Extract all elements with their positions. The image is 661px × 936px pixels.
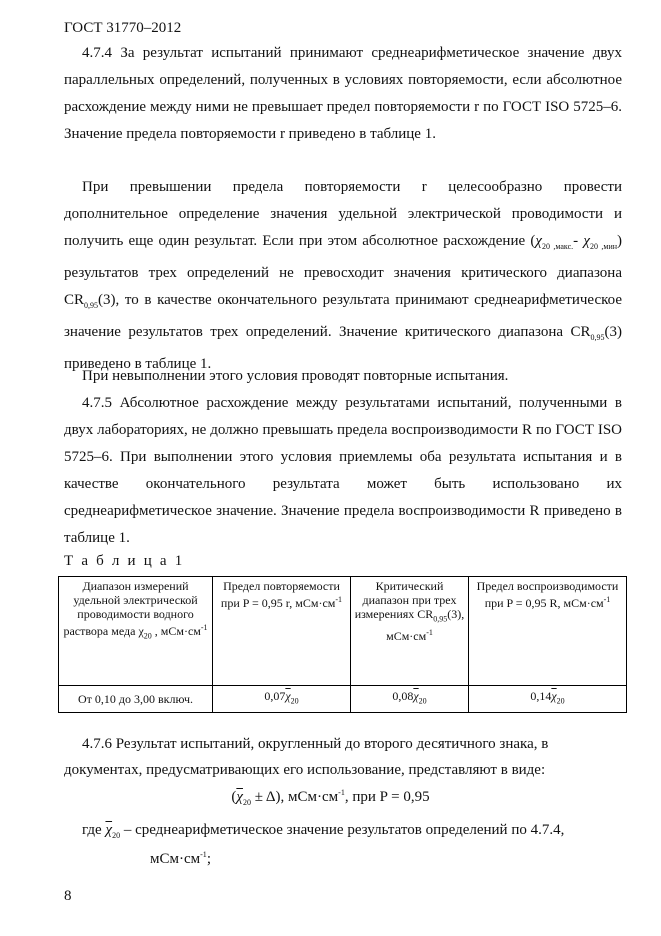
table-row — [59, 686, 627, 713]
cell-reproducibility: $0,14\overline{\chi}_{20}$ — [469, 686, 627, 713]
page-number: 8 — [64, 888, 72, 904]
header-critical-range: Критический диапазон при трех измерениях $CR_{0,95}(3)$, $мСм\cdot см^{-1}$ — [351, 577, 469, 686]
cell-range: От 0,10 до 3,00 включ. — [59, 686, 213, 713]
chi-symbol: χ — [583, 233, 590, 249]
header-reproducibility-limit: Предел воспроизводимости при P = 0,95 R, $мСм\cdot см^{-1}$ — [469, 577, 627, 686]
section-4-7-4: 4.7.4 За результат испытаний принимают среднеарифметическое значение двух параллельных определений, полученных в условиях повторяемости, если абсолютное расхождение между ними не превышает предел повторяемости r по ГОСТ ISO 5725–6. Значение предела повторяемости r приведено в таблице 1. — [64, 45, 622, 142]
header-repeatability-limit: Предел повторяемости при P = 0,95 r, $мСм\cdot см^{-1}$ — [213, 577, 351, 686]
result-formula: $(\overline{\chi}_{20} \pm \Delta)$, $мСм\cdot см^{-1}$, при P = 0,95 — [231, 788, 430, 807]
section-4-7-5: 4.7.5 Абсолютное расхождение между результатами испытаний, полученными в двух лабораториях, не должно превышать предела воспроизводимости R по ГОСТ ISO 5725–6. При выполнении этого условия приемлемы оба результата испытания и в качестве окончательного результата может быть использовано их среднеарифметическое значение. Значение предела воспроизводимости R приведено в таблице 1. — [64, 395, 622, 546]
header-measurement-range: Диапазон измерений удельной электрической проводимости водного раствора меда $\chi_{20}$ , $мСм\cdot см^{-1}$ — [59, 577, 213, 686]
table-caption: Т а б л и ц а 1 — [64, 553, 185, 569]
section-4-7-6-line-1: 4.7.6 Результат испытаний, округленный до второго десятичного знака, в — [82, 736, 549, 752]
table-header-row — [59, 577, 627, 686]
formula-explanation: где $\overline{\chi}_{20}$ – среднеарифметическое значение результатов определений по 4.7.4, — [82, 822, 565, 840]
document-code-header: ГОСТ 31770–2012 — [64, 20, 182, 36]
cell-critical-range: $0,08\overline{\chi}_{20}$ — [351, 686, 469, 713]
cell-repeatability: $0,07\overline{\chi}_{20}$ — [213, 686, 351, 713]
section-4-7-6-line-2: документах, предусматривающих его использование, представляют в виде: — [64, 762, 546, 778]
paragraph-repeatability-exceeded: При превышении предела повторяемости r целесообразно провести дополнительное определение значения удельной электрической проводимости и получить еще один результат. Если при этом абсолютное расхождение ($\chi_{20 ,макс.}-$ $\chi_{20 ,мин}$) результатов трех определений не превосходит значения критического диапазона $CR_{0,95}(3)$, то в качестве окончательного результата принимают среднеарифметическое значение результатов трех определений. Значение критического диапазона $CR_{0,95}(3)$ приведено в таблице 1. — [64, 179, 623, 372]
paragraph-repeat-tests: При невыполнении этого условия проводят повторные испытания. — [82, 368, 509, 384]
chi-symbol: χ — [535, 233, 542, 249]
table-1 — [58, 576, 627, 713]
formula-unit: $мСм\cdot см^{-1}$; — [150, 850, 211, 867]
